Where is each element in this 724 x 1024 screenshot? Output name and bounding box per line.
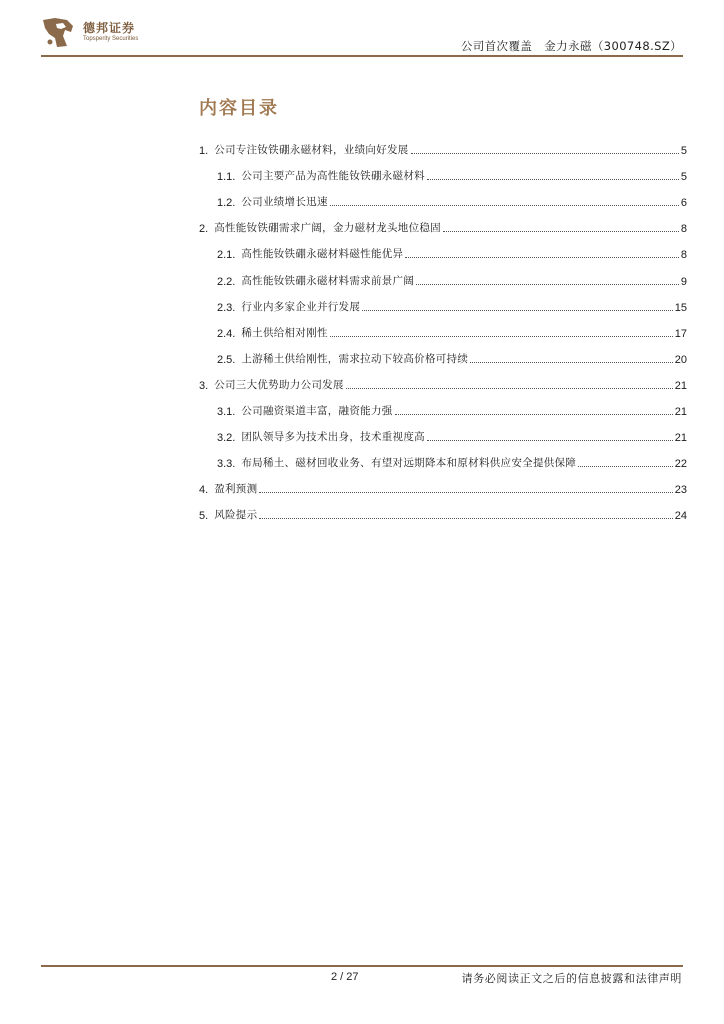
toc-entry-text: 公司主要产品为高性能钕铁硼永磁材料 (241, 170, 425, 183)
toc-entry-number: 2.3. (217, 301, 236, 314)
toc-entry[interactable] (199, 235, 687, 261)
toc-entry-page: 8 (680, 249, 687, 262)
toc-entry-number: 3.3. (217, 458, 236, 471)
toc-leader-dots (427, 440, 673, 441)
toc-entry-number: 2.1. (217, 249, 236, 262)
toc-entry-page: 21 (674, 379, 687, 392)
toc-entry[interactable] (199, 209, 687, 235)
toc-entry-page: 21 (674, 406, 687, 419)
toc-leader-dots (405, 257, 679, 258)
logo-chinese-name: 德邦证券 (83, 21, 136, 35)
logo-english-name: Topsperity Securities (83, 36, 139, 42)
toc-entry-number: 3.2. (217, 432, 236, 445)
report-header-info (461, 38, 682, 54)
toc-entry-page: 17 (674, 327, 687, 340)
company-name: 金力永磁（300748.SZ） (544, 39, 682, 53)
toc-leader-dots (330, 336, 673, 337)
toc-entry[interactable] (199, 288, 687, 314)
toc-entry-page: 6 (680, 197, 687, 210)
toc-entry-page: 23 (674, 484, 687, 497)
toc-entry[interactable] (199, 470, 687, 496)
report-type: 公司首次覆盖 (460, 39, 533, 53)
toc-leader-dots (443, 231, 679, 232)
toc-entry-page: 5 (680, 171, 687, 184)
toc-entry-number: 5. (199, 510, 209, 523)
toc-leader-dots (395, 414, 673, 415)
toc-entry-number: 2. (199, 223, 209, 236)
toc-entry-number: 4. (199, 484, 209, 497)
toc-entry-number: 1. (199, 145, 209, 158)
toc-entry-page: 22 (674, 458, 687, 471)
toc-entry-text: 团队领导多为技术出身，技术重视度高 (241, 431, 425, 444)
footer-divider (41, 965, 683, 967)
toc-entry-text: 盈利预测 (214, 483, 258, 496)
toc-entry-number: 1.2. (217, 197, 236, 210)
toc-leader-dots (470, 362, 673, 363)
toc-entry-number: 2.2. (217, 275, 236, 288)
toc-entry[interactable] (199, 183, 687, 209)
toc-entry-page: 8 (680, 223, 687, 236)
toc-entry-text: 高性能钕铁硼永磁材料磁性能优异 (241, 248, 404, 261)
toc-entry-text: 布局稀土、磁材回收业务、有望对远期降本和原材料供应安全提供保障 (241, 457, 577, 470)
toc-entry-text: 公司融资渠道丰富，融资能力强 (241, 405, 393, 418)
toc-entry-text: 稀土供给相对刚性 (241, 326, 328, 339)
toc-entry-text: 高性能钕铁硼永磁材料需求前景广阔 (241, 274, 415, 287)
toc-entry[interactable] (199, 418, 687, 444)
toc-entry-page: 20 (674, 353, 687, 366)
toc-entry-page: 9 (680, 275, 687, 288)
toc-leader-dots (411, 153, 679, 154)
toc-entry[interactable] (199, 314, 687, 340)
toc-entry-text: 公司专注钕铁硼永磁材料，业绩向好发展 (214, 144, 409, 157)
toc-entry-number: 1.1. (217, 171, 236, 184)
toc-entry[interactable] (199, 340, 687, 366)
toc-leader-dots (416, 284, 679, 285)
toc-leader-dots (330, 205, 679, 206)
toc-entry[interactable] (199, 444, 687, 470)
table-of-contents (199, 131, 687, 522)
toc-leader-dots (346, 388, 673, 389)
header-divider (41, 55, 683, 57)
legal-disclaimer: 请务必阅读正文之后的信息披露和法律声明 (461, 972, 682, 985)
toc-entry[interactable] (199, 157, 687, 183)
toc-entry[interactable] (199, 131, 687, 157)
toc-entry-page: 21 (674, 432, 687, 445)
toc-entry-page: 5 (680, 145, 687, 158)
brand-logo (41, 16, 161, 50)
toc-entry[interactable] (199, 366, 687, 392)
page-number: 2 / 27 (331, 971, 359, 983)
toc-entry-text: 高性能钕铁硼需求广阔，金力磁材龙头地位稳固 (214, 222, 441, 235)
toc-entry-number: 3.1. (217, 406, 236, 419)
toc-entry-text: 公司业绩增长迅速 (241, 196, 328, 209)
toc-entry-page: 24 (674, 510, 687, 523)
toc-entry[interactable] (199, 261, 687, 287)
toc-entry-text: 上游稀土供给刚性，需求拉动下较高价格可持续 (241, 352, 469, 365)
toc-leader-dots (578, 466, 673, 467)
toc-entry-number: 2.5. (217, 353, 236, 366)
toc-entry-text: 行业内多家企业并行发展 (241, 300, 361, 313)
toc-entry[interactable] (199, 392, 687, 418)
toc-entry[interactable] (199, 496, 687, 522)
toc-entry-text: 风险提示 (214, 509, 258, 522)
toc-leader-dots (259, 492, 672, 493)
topsperity-logo-icon (41, 16, 75, 49)
toc-leader-dots (259, 518, 672, 519)
toc-entry-text: 公司三大优势助力公司发展 (214, 378, 344, 391)
toc-entry-number: 2.4. (217, 327, 236, 340)
toc-leader-dots (362, 310, 673, 311)
toc-leader-dots (427, 179, 679, 180)
toc-entry-page: 15 (674, 301, 687, 314)
toc-entry-number: 3. (199, 379, 209, 392)
toc-title: 内容目录 (199, 98, 279, 119)
